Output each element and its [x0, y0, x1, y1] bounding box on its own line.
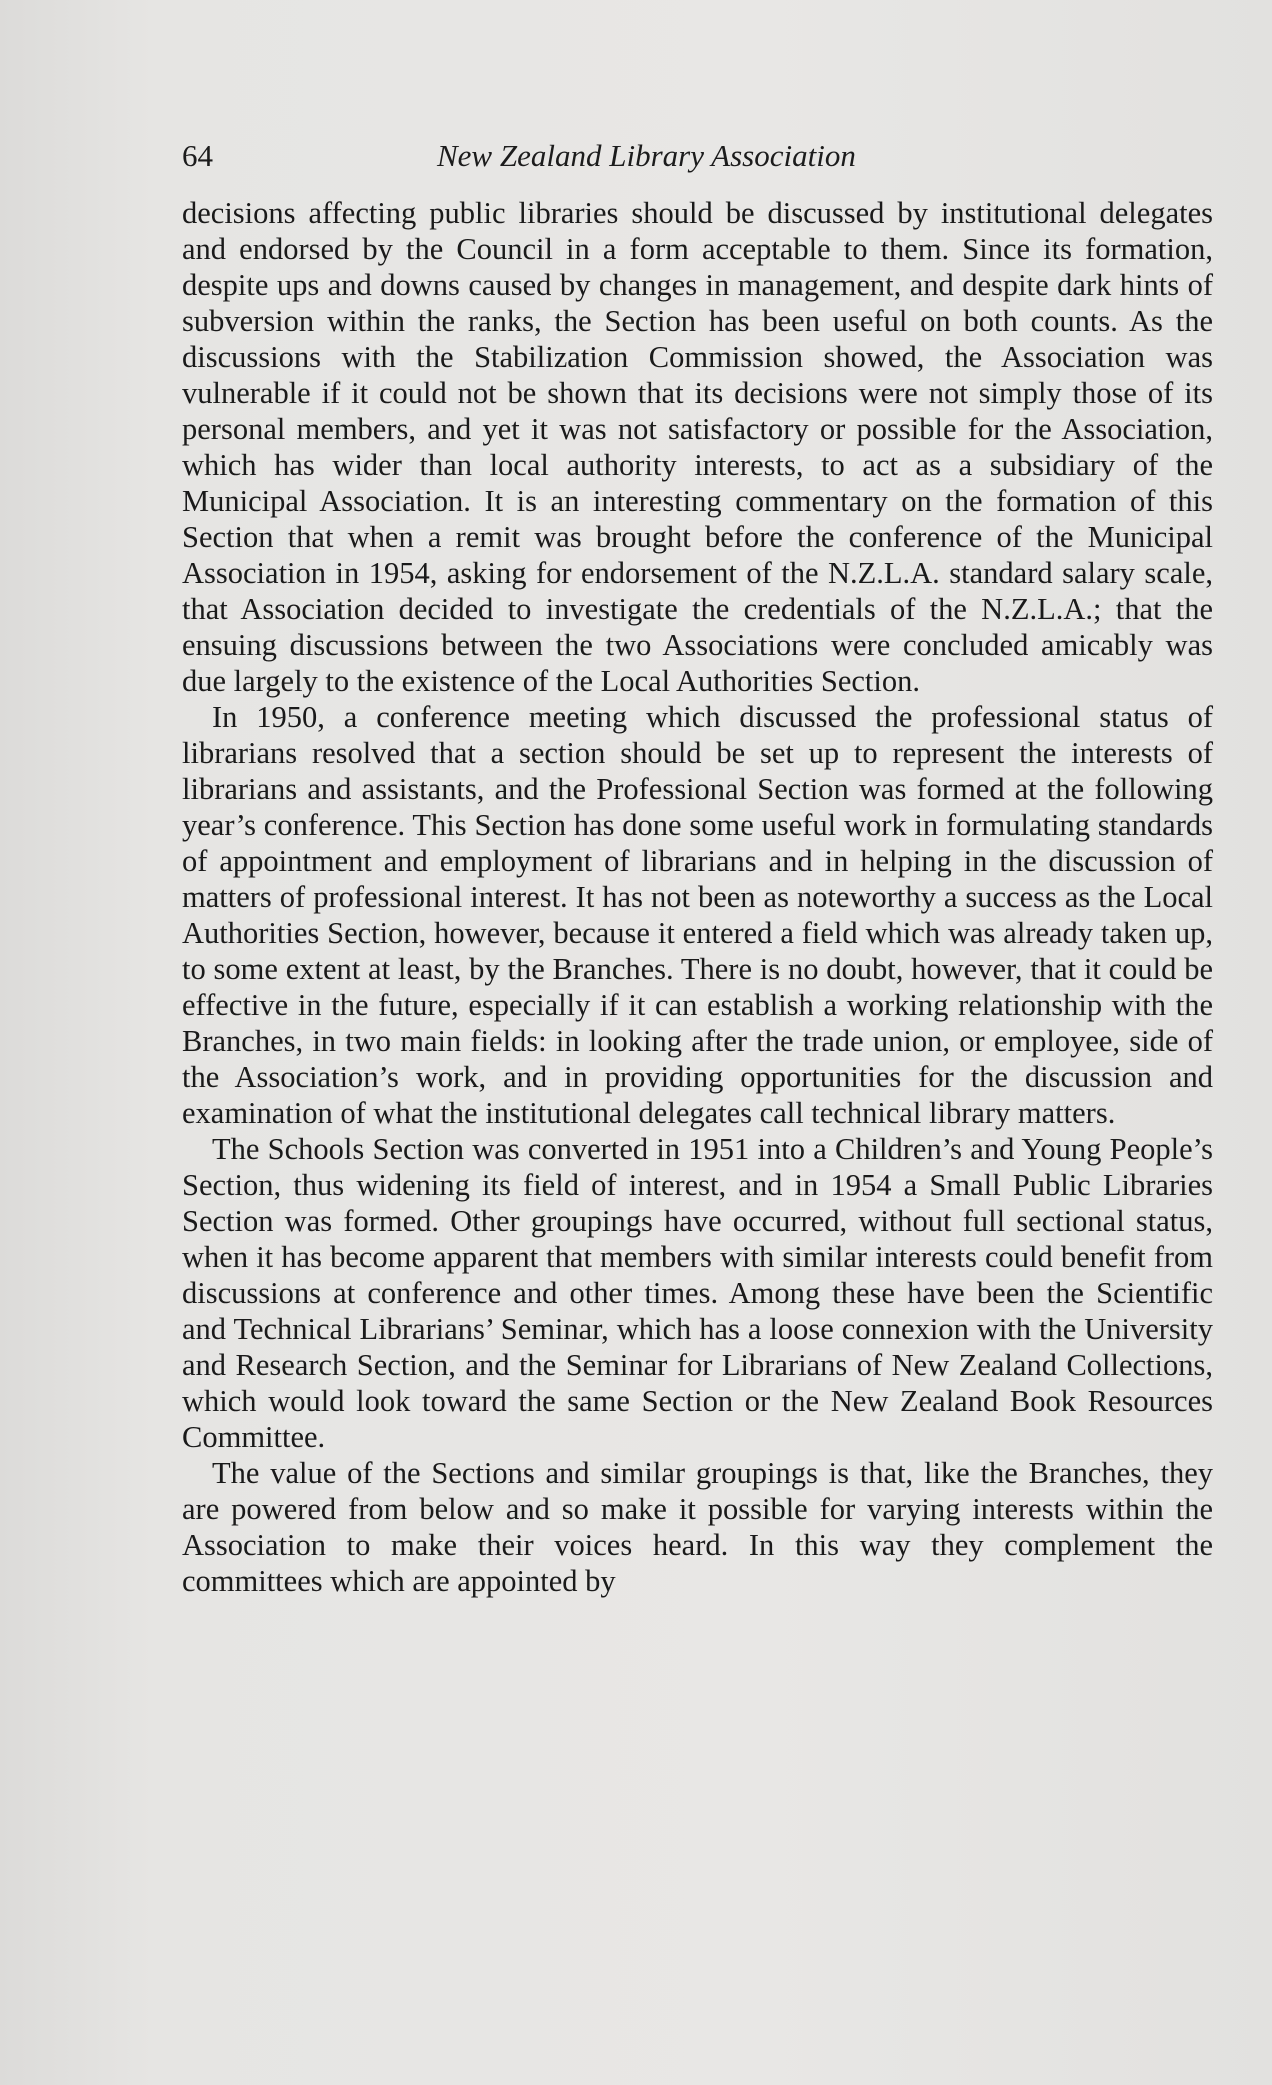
paragraph: decisions affecting public libraries should be discussed by institutional delegates and endorsed by the Council in a form acceptable to them. Since its formation, despite ups and downs caused by changes in management, and despite dark hints of subversion within the ranks, the Section has been useful on both counts. As the discussions with the Stabilization Commission showed, the Association was vulnerable if it could not be shown that its decisions were not simply those of its personal members, and yet it was not satisfactory or possible for the Association, which has wider than local authority interests, to act as a subsidiary of the Municipal Association. It is an interesting commentary on the formation of this Section that when a remit was brought before the conference of the Municipal Association in 1954, asking for endorsement of the N.Z.L.A. standard salary scale, that Association decided to investigate the credentials of the N.Z.L.A.; that the ensuing discussions between the two Associations were concluded amicably was due largely to the existence of the Local Authorities Section.: [182, 196, 1213, 698]
body-text: [182, 195, 1213, 1599]
paragraph: The Schools Section was converted in 1951 into a Children’s and Young People’s Section, thus widening its field of interest, and in 1954 a Small Public Libraries Section was formed. Other groupings have occurred, without full sectional status, when it has become apparent that members with similar interests could benefit from discussions at conference and other times. Among these have been the Scientific and Technical Librarians’ Seminar, which has a loose connexion with the University and Research Section, and the Seminar for Librarians of New Zealand Collections, which would look toward the same Section or the New Zealand Book Resources Committee.: [182, 1132, 1213, 1454]
paragraph: The value of the Sections and similar groupings is that, like the Branches, they are powered from below and so make it possible for varying interests within the Association to make their voices heard. In this way they complement the committees which are appointed by: [182, 1456, 1213, 1598]
page-number: 64: [182, 138, 213, 173]
page-header: [182, 138, 1213, 182]
paragraph: In 1950, a conference meeting which discussed the professional status of librarians resolved that a section should be set up to represent the interests of librarians and assistants, and the Professional Section was formed at the following year’s conference. This Section has done some useful work in formulating standards of appointment and employment of librarians and in helping in the discussion of matters of professional interest. It has not been as noteworthy a success as the Local Authorities Section, however, because it entered a field which was already taken up, to some extent at least, by the Branches. There is no doubt, however, that it could be effective in the future, especially if it can establish a working relationship with the Branches, in two main fields: in looking after the trade union, or employee, side of the Association’s work, and in providing opportunities for the discussion and examination of what the institutional delegates call technical library matters.: [182, 700, 1213, 1130]
running-title: New Zealand Library Association: [437, 138, 856, 173]
